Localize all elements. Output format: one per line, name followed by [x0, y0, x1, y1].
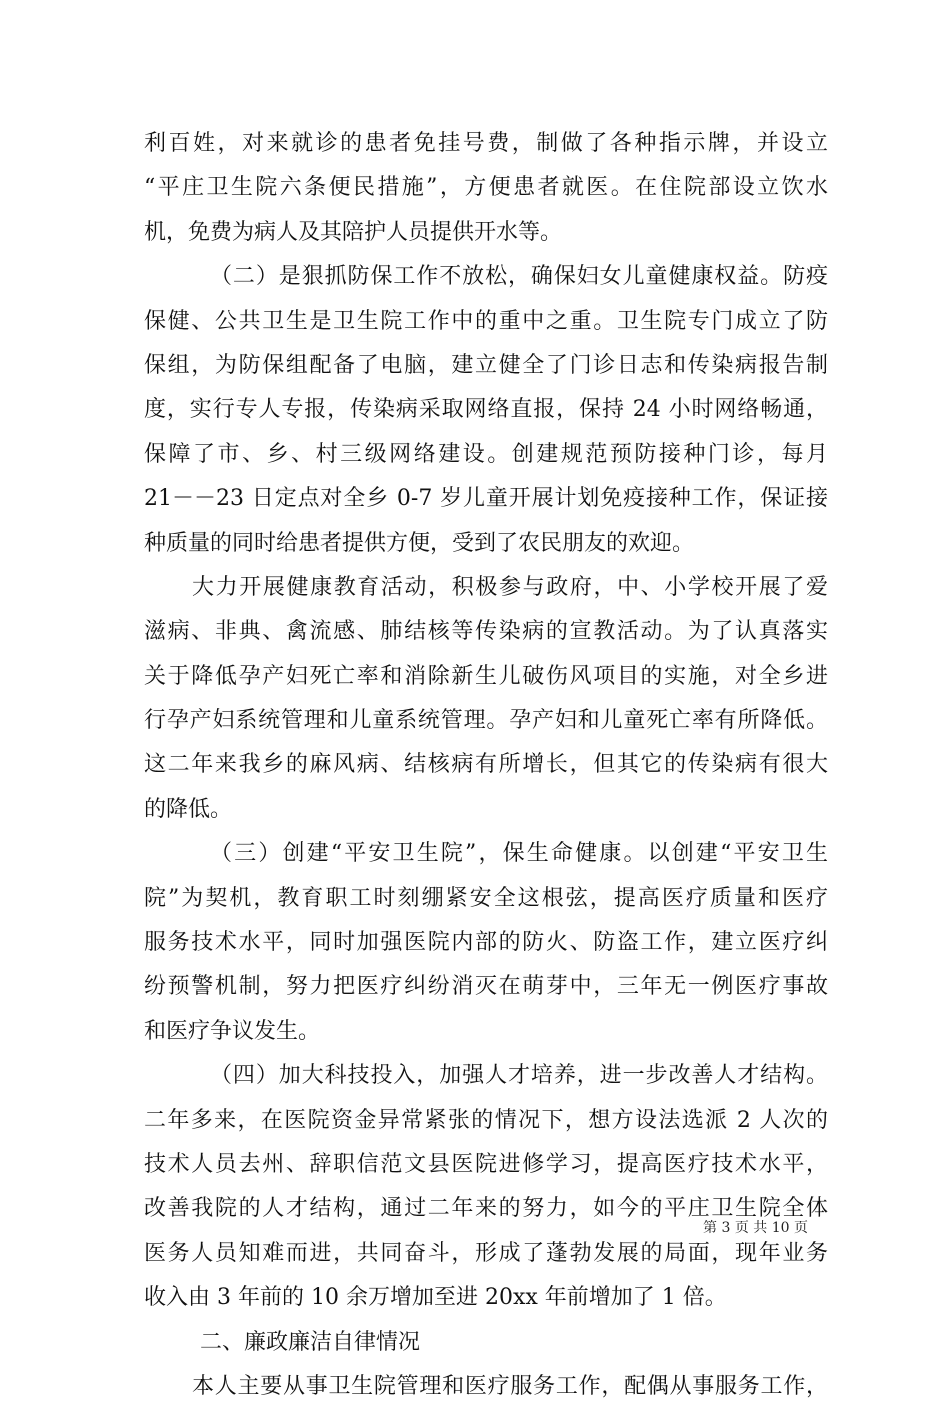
- text-line: 机，免费为病人及其陪护人员提供开水等。: [144, 219, 563, 245]
- text-line: “平庄卫生院六条便民措施”，方便患者就医。在住院部设立饮水: [144, 175, 828, 201]
- text-line: 和医疗争议发生。: [144, 1018, 321, 1044]
- text-line: 收入由 3 年前的 10 余万增加至进 20xx 年前增加了 1 倍。: [144, 1285, 727, 1311]
- text-line: 技术人员去州、辞职信范文县医院进修学习，提高医疗技术水平，: [144, 1151, 828, 1177]
- text-line: 改善我院的人才结构，通过二年来的努力，如今的平庄卫生院全体: [144, 1196, 828, 1222]
- text-line: 保障了市、乡、村三级网络建设。创建规范预防接种门诊，每月: [144, 441, 828, 467]
- paragraph-first-line: 大力开展健康教育活动，积极参与政府，中、小学校开展了爱: [192, 574, 828, 600]
- text-line: 这二年来我乡的麻风病、结核病有所增长，但其它的传染病有很大: [144, 752, 828, 778]
- text-line: 利百姓，对来就诊的患者免挂号费，制做了各种指示牌，并设立: [144, 131, 828, 156]
- paragraph-first-line: （四）加大科技投入，加强人才培养，进一步改善人才结构。: [210, 1063, 828, 1089]
- section-heading: 二、廉政廉洁自律情况: [200, 1329, 421, 1355]
- text-line: 行孕产妇系统管理和儿童系统管理。孕产妇和儿童死亡率有所降低。: [144, 708, 828, 734]
- text-line: 的降低。: [144, 796, 233, 822]
- text-line: 度，实行专人专报，传染病采取网络直报，保持 24 小时网络畅通，: [144, 397, 828, 423]
- text-line: 医务人员知难而进，共同奋斗，形成了蓬勃发展的局面，现年业务: [144, 1240, 828, 1266]
- text-line: 滋病、非典、禽流感、肺结核等传染病的宣教活动。为了认真落实: [144, 619, 828, 645]
- document-body: [144, 122, 828, 1409]
- text-line: 服务技术水平，同时加强医院内部的防火、防盗工作，建立医疗纠: [144, 930, 828, 956]
- paragraph-first-line: 本人主要从事卫生院管理和医疗服务工作，配偶从事服务工作，: [192, 1373, 828, 1399]
- page-number-footer: 第 3 页 共 10 页: [703, 1220, 808, 1236]
- text-line: 种质量的同时给患者提供方便，受到了农民朋友的欢迎。: [144, 530, 695, 556]
- paragraph-first-line: （二）是狠抓防保工作不放松，确保妇女儿童健康权益。防疫: [210, 264, 828, 290]
- text-line: 纷预警机制，努力把医疗纠纷消灭在萌芽中，三年无一例医疗事故: [144, 974, 828, 1000]
- text-line: 保组，为防保组配备了电脑，建立健全了门诊日志和传染病报告制: [144, 352, 828, 378]
- text-line: 关于降低孕产妇死亡率和消除新生儿破伤风项目的实施，对全乡进: [144, 663, 828, 689]
- text-line: 保健、公共卫生是卫生院工作中的重中之重。卫生院专门成立了防: [144, 308, 828, 334]
- text-line: 院”为契机，教育职工时刻绷紧安全这根弦，提高医疗质量和医疗: [144, 885, 828, 911]
- text-line: 二年多来，在医院资金异常紧张的情况下，想方设法选派 2 人次的: [144, 1107, 828, 1133]
- paragraph-first-line: （三）创建“平安卫生院”，保生命健康。以创建“平安卫生: [210, 841, 828, 867]
- text-line: 21－－23 日定点对全乡 0-7 岁儿童开展计划免疫接种工作，保证接: [144, 486, 828, 512]
